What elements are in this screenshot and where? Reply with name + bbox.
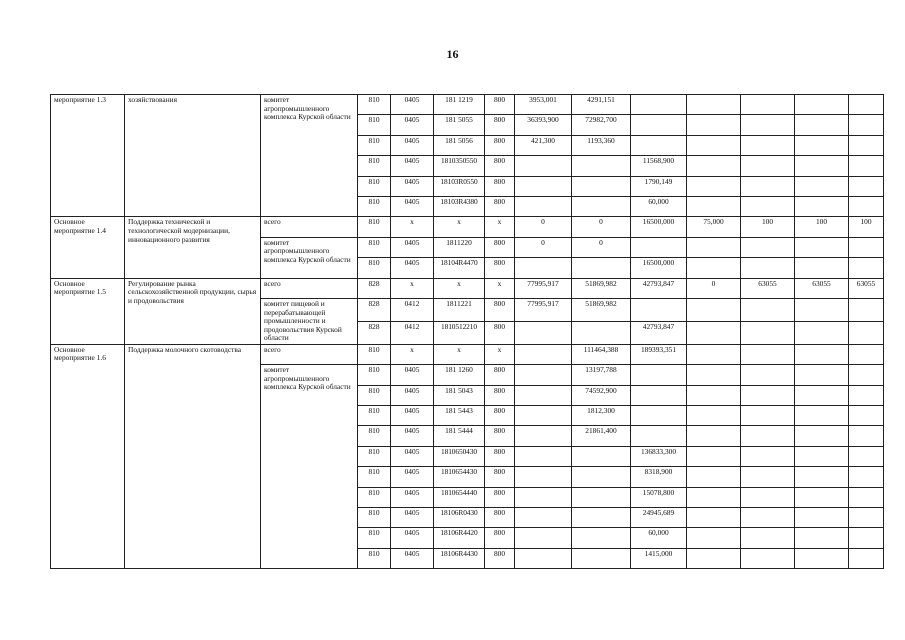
value-cell: 36393,900 xyxy=(515,115,572,135)
csr-cell: 1810512210 xyxy=(434,321,485,344)
table-body xyxy=(51,95,884,569)
value-cell xyxy=(795,344,849,364)
csr-cell: 181 5055 xyxy=(434,115,485,135)
value-cell: 77995,917 xyxy=(515,278,572,298)
rz-cell: x xyxy=(391,344,434,364)
value-cell xyxy=(687,446,741,466)
grbs-cell: 810 xyxy=(358,237,391,257)
value-cell xyxy=(849,528,884,548)
grbs-cell: 810 xyxy=(358,156,391,176)
value-cell xyxy=(795,156,849,176)
value-cell xyxy=(741,196,795,216)
value-cell xyxy=(795,406,849,426)
csr-cell: 18104R4470 xyxy=(434,258,485,278)
value-cell: 60,000 xyxy=(631,528,687,548)
rz-cell: 0412 xyxy=(391,321,434,344)
csr-cell: x xyxy=(434,217,485,237)
vr-cell: x xyxy=(485,344,515,364)
value-cell xyxy=(795,176,849,196)
value-cell: 63055 xyxy=(849,278,884,298)
grbs-cell: 810 xyxy=(358,385,391,405)
page-number: 16 xyxy=(446,47,459,61)
value-cell xyxy=(515,321,572,344)
value-cell xyxy=(515,156,572,176)
value-cell: 63055 xyxy=(795,278,849,298)
grbs-cell: 828 xyxy=(358,321,391,344)
csr-cell: 18106R4430 xyxy=(434,548,485,568)
csr-cell: 18103R4380 xyxy=(434,196,485,216)
value-cell xyxy=(795,487,849,507)
value-cell: 100 xyxy=(741,217,795,237)
value-cell xyxy=(795,196,849,216)
value-cell xyxy=(795,548,849,568)
executor-cell: всего xyxy=(261,217,358,237)
vr-cell: 800 xyxy=(485,508,515,528)
value-cell: 421,300 xyxy=(515,135,572,155)
value-cell xyxy=(572,156,631,176)
value-cell xyxy=(849,406,884,426)
rz-cell: 0405 xyxy=(391,385,434,405)
value-cell: 0 xyxy=(687,278,741,298)
value-cell xyxy=(795,115,849,135)
vr-cell: 800 xyxy=(485,156,515,176)
value-cell: 15078,800 xyxy=(631,487,687,507)
value-cell: 1790,149 xyxy=(631,176,687,196)
value-cell xyxy=(572,548,631,568)
value-cell xyxy=(515,196,572,216)
value-cell xyxy=(515,508,572,528)
value-cell xyxy=(795,298,849,321)
value-cell xyxy=(515,344,572,364)
value-cell xyxy=(741,508,795,528)
value-cell xyxy=(572,467,631,487)
csr-cell: 1810654440 xyxy=(434,487,485,507)
event-name-cell: Регулирование рынка сельскохозяйственной продукции, сырья и продовольствия xyxy=(125,278,261,344)
rz-cell: 0405 xyxy=(391,135,434,155)
value-cell xyxy=(849,135,884,155)
value-cell xyxy=(515,446,572,466)
csr-cell: 18103R0550 xyxy=(434,176,485,196)
value-cell xyxy=(515,426,572,446)
value-cell: 75,000 xyxy=(687,217,741,237)
csr-cell: x xyxy=(434,344,485,364)
vr-cell: 800 xyxy=(485,176,515,196)
value-cell xyxy=(849,156,884,176)
csr-cell: 1811221 xyxy=(434,298,485,321)
value-cell xyxy=(849,548,884,568)
event-cell: Основное мероприятие 1.6 xyxy=(51,344,125,568)
value-cell xyxy=(741,385,795,405)
csr-cell: 1810654430 xyxy=(434,467,485,487)
grbs-cell: 810 xyxy=(358,446,391,466)
value-cell xyxy=(687,176,741,196)
value-cell: 51869,982 xyxy=(572,298,631,321)
value-cell xyxy=(849,446,884,466)
vr-cell: 800 xyxy=(485,426,515,446)
value-cell: 77995,917 xyxy=(515,298,572,321)
vr-cell: x xyxy=(485,217,515,237)
rz-cell: 0405 xyxy=(391,115,434,135)
event-name-cell: Поддержка молочного скотоводства xyxy=(125,344,261,568)
value-cell xyxy=(515,467,572,487)
value-cell xyxy=(741,95,795,115)
value-cell xyxy=(741,548,795,568)
csr-cell: 181 5043 xyxy=(434,385,485,405)
value-cell: 24945,689 xyxy=(631,508,687,528)
csr-cell: 1811220 xyxy=(434,237,485,257)
grbs-cell: 810 xyxy=(358,135,391,155)
value-cell xyxy=(687,487,741,507)
grbs-cell: 810 xyxy=(358,406,391,426)
vr-cell: 800 xyxy=(485,321,515,344)
value-cell xyxy=(795,426,849,446)
rz-cell: 0405 xyxy=(391,156,434,176)
vr-cell: 800 xyxy=(485,135,515,155)
value-cell xyxy=(741,365,795,385)
value-cell xyxy=(687,406,741,426)
value-cell xyxy=(741,156,795,176)
grbs-cell: 810 xyxy=(358,115,391,135)
value-cell xyxy=(849,298,884,321)
value-cell xyxy=(515,365,572,385)
grbs-cell: 810 xyxy=(358,344,391,364)
value-cell: 8318,900 xyxy=(631,467,687,487)
grbs-cell: 810 xyxy=(358,176,391,196)
vr-cell: 800 xyxy=(485,528,515,548)
value-cell xyxy=(687,508,741,528)
value-cell xyxy=(631,237,687,257)
budget-table xyxy=(50,94,884,569)
value-cell xyxy=(795,528,849,548)
value-cell xyxy=(515,406,572,426)
rz-cell: 0405 xyxy=(391,467,434,487)
value-cell xyxy=(687,426,741,446)
value-cell: 0 xyxy=(515,237,572,257)
table-row xyxy=(51,344,884,364)
value-cell xyxy=(631,115,687,135)
value-cell xyxy=(572,487,631,507)
value-cell xyxy=(741,467,795,487)
rz-cell: 0412 xyxy=(391,298,434,321)
value-cell xyxy=(849,237,884,257)
value-cell xyxy=(687,467,741,487)
value-cell xyxy=(572,508,631,528)
grbs-cell: 810 xyxy=(358,365,391,385)
vr-cell: 800 xyxy=(485,237,515,257)
value-cell xyxy=(795,446,849,466)
value-cell xyxy=(572,258,631,278)
value-cell xyxy=(687,258,741,278)
vr-cell: 800 xyxy=(485,115,515,135)
rz-cell: 0405 xyxy=(391,426,434,446)
value-cell xyxy=(687,548,741,568)
executor-cell: всего xyxy=(261,278,358,298)
value-cell xyxy=(572,176,631,196)
rz-cell: 0405 xyxy=(391,95,434,115)
grbs-cell: 810 xyxy=(358,467,391,487)
rz-cell: 0405 xyxy=(391,548,434,568)
vr-cell: 800 xyxy=(485,95,515,115)
table-row xyxy=(51,278,884,298)
rz-cell: 0405 xyxy=(391,406,434,426)
event-cell: мероприятие 1.3 xyxy=(51,95,125,217)
value-cell: 63055 xyxy=(741,278,795,298)
rz-cell: 0405 xyxy=(391,508,434,528)
csr-cell: 181 5443 xyxy=(434,406,485,426)
value-cell: 0 xyxy=(572,237,631,257)
value-cell xyxy=(795,95,849,115)
value-cell xyxy=(572,446,631,466)
grbs-cell: 810 xyxy=(358,548,391,568)
value-cell: 100 xyxy=(795,217,849,237)
rz-cell: x xyxy=(391,278,434,298)
rz-cell: 0405 xyxy=(391,176,434,196)
rz-cell: 0405 xyxy=(391,487,434,507)
vr-cell: 800 xyxy=(485,298,515,321)
value-cell xyxy=(515,528,572,548)
rz-cell: 0405 xyxy=(391,237,434,257)
value-cell xyxy=(572,196,631,216)
grbs-cell: 810 xyxy=(358,95,391,115)
rz-cell: 0405 xyxy=(391,196,434,216)
value-cell: 1415,000 xyxy=(631,548,687,568)
value-cell xyxy=(687,135,741,155)
value-cell: 16500,000 xyxy=(631,217,687,237)
value-cell: 11568,900 xyxy=(631,156,687,176)
value-cell: 13197,788 xyxy=(572,365,631,385)
value-cell xyxy=(741,406,795,426)
rz-cell: 0405 xyxy=(391,365,434,385)
value-cell: 21861,400 xyxy=(572,426,631,446)
value-cell xyxy=(795,508,849,528)
rz-cell: x xyxy=(391,217,434,237)
value-cell: 100 xyxy=(849,217,884,237)
rz-cell: 0405 xyxy=(391,258,434,278)
vr-cell: 800 xyxy=(485,487,515,507)
csr-cell: 18106R4420 xyxy=(434,528,485,548)
vr-cell: 800 xyxy=(485,548,515,568)
vr-cell: 800 xyxy=(485,406,515,426)
executor-cell: комитет пищевой и перерабатывающей промышленности и продовольствия Курской области xyxy=(261,298,358,344)
csr-cell: 18106R0430 xyxy=(434,508,485,528)
value-cell xyxy=(849,487,884,507)
grbs-cell: 810 xyxy=(358,487,391,507)
value-cell: 136833,300 xyxy=(631,446,687,466)
value-cell: 16500,000 xyxy=(631,258,687,278)
value-cell xyxy=(687,321,741,344)
value-cell xyxy=(849,258,884,278)
value-cell xyxy=(849,344,884,364)
value-cell xyxy=(741,344,795,364)
value-cell xyxy=(687,196,741,216)
vr-cell: 800 xyxy=(485,196,515,216)
csr-cell: 181 5056 xyxy=(434,135,485,155)
value-cell: 42793,847 xyxy=(631,321,687,344)
value-cell xyxy=(741,258,795,278)
grbs-cell: 810 xyxy=(358,258,391,278)
vr-cell: 800 xyxy=(485,385,515,405)
value-cell: 111464,388 xyxy=(572,344,631,364)
value-cell: 51869,982 xyxy=(572,278,631,298)
value-cell xyxy=(741,176,795,196)
rz-cell: 0405 xyxy=(391,446,434,466)
grbs-cell: 810 xyxy=(358,508,391,528)
value-cell xyxy=(849,426,884,446)
value-cell xyxy=(795,135,849,155)
value-cell xyxy=(741,446,795,466)
value-cell: 4291,151 xyxy=(572,95,631,115)
value-cell: 189393,351 xyxy=(631,344,687,364)
value-cell xyxy=(687,115,741,135)
value-cell xyxy=(849,176,884,196)
value-cell xyxy=(741,528,795,548)
value-cell xyxy=(687,298,741,321)
value-cell xyxy=(515,487,572,507)
value-cell xyxy=(849,321,884,344)
grbs-cell: 810 xyxy=(358,528,391,548)
value-cell xyxy=(849,385,884,405)
csr-cell: 181 1260 xyxy=(434,365,485,385)
value-cell xyxy=(687,95,741,115)
value-cell xyxy=(631,135,687,155)
value-cell xyxy=(795,385,849,405)
executor-cell: комитет агропромышленного комплекса Курской области xyxy=(261,237,358,278)
csr-cell: 1810650430 xyxy=(434,446,485,466)
value-cell xyxy=(741,237,795,257)
executor-cell: комитет агропромышленного комплекса Курской области xyxy=(261,365,358,569)
value-cell xyxy=(631,298,687,321)
value-cell xyxy=(687,344,741,364)
value-cell xyxy=(631,95,687,115)
value-cell xyxy=(849,365,884,385)
value-cell xyxy=(687,385,741,405)
csr-cell: 181 1219 xyxy=(434,95,485,115)
table-row xyxy=(51,217,884,237)
value-cell xyxy=(631,365,687,385)
grbs-cell: 810 xyxy=(358,196,391,216)
value-cell xyxy=(687,156,741,176)
value-cell xyxy=(795,467,849,487)
vr-cell: 800 xyxy=(485,365,515,385)
value-cell xyxy=(515,176,572,196)
value-cell xyxy=(631,426,687,446)
value-cell xyxy=(795,365,849,385)
grbs-cell: 810 xyxy=(358,426,391,446)
event-name-cell: хозяйствования xyxy=(125,95,261,217)
value-cell xyxy=(795,321,849,344)
csr-cell: 1810350550 xyxy=(434,156,485,176)
value-cell: 1193,360 xyxy=(572,135,631,155)
value-cell xyxy=(741,298,795,321)
value-cell xyxy=(741,487,795,507)
value-cell: 0 xyxy=(572,217,631,237)
value-cell xyxy=(515,548,572,568)
event-name-cell: Поддержка технической и технологической модернизации, инновационного развития xyxy=(125,217,261,278)
value-cell: 1812,300 xyxy=(572,406,631,426)
value-cell xyxy=(515,385,572,405)
value-cell xyxy=(795,258,849,278)
value-cell: 0 xyxy=(515,217,572,237)
value-cell: 74592,900 xyxy=(572,385,631,405)
vr-cell: 800 xyxy=(485,258,515,278)
value-cell xyxy=(741,321,795,344)
value-cell xyxy=(849,467,884,487)
vr-cell: 800 xyxy=(485,467,515,487)
value-cell xyxy=(687,528,741,548)
value-cell xyxy=(849,196,884,216)
value-cell: 42793,847 xyxy=(631,278,687,298)
table-row xyxy=(51,95,884,115)
value-cell xyxy=(741,135,795,155)
grbs-cell: 810 xyxy=(358,217,391,237)
executor-cell: комитет агропромышленного комплекса Курской области xyxy=(261,95,358,217)
value-cell xyxy=(741,115,795,135)
grbs-cell: 828 xyxy=(358,298,391,321)
vr-cell: 800 xyxy=(485,446,515,466)
value-cell: 60,000 xyxy=(631,196,687,216)
value-cell xyxy=(572,528,631,548)
value-cell xyxy=(515,258,572,278)
value-cell xyxy=(849,508,884,528)
value-cell xyxy=(572,321,631,344)
value-cell xyxy=(849,95,884,115)
value-cell xyxy=(849,115,884,135)
csr-cell: x xyxy=(434,278,485,298)
value-cell: 72982,700 xyxy=(572,115,631,135)
value-cell xyxy=(687,365,741,385)
grbs-cell: 828 xyxy=(358,278,391,298)
executor-cell: всего xyxy=(261,344,358,364)
value-cell xyxy=(631,385,687,405)
value-cell xyxy=(687,237,741,257)
vr-cell: x xyxy=(485,278,515,298)
value-cell xyxy=(741,426,795,446)
value-cell: 3953,001 xyxy=(515,95,572,115)
csr-cell: 181 5444 xyxy=(434,426,485,446)
value-cell xyxy=(795,237,849,257)
event-cell: Основное мероприятие 1.5 xyxy=(51,278,125,344)
event-cell: Основное мероприятие 1.4 xyxy=(51,217,125,278)
value-cell xyxy=(631,406,687,426)
rz-cell: 0405 xyxy=(391,528,434,548)
